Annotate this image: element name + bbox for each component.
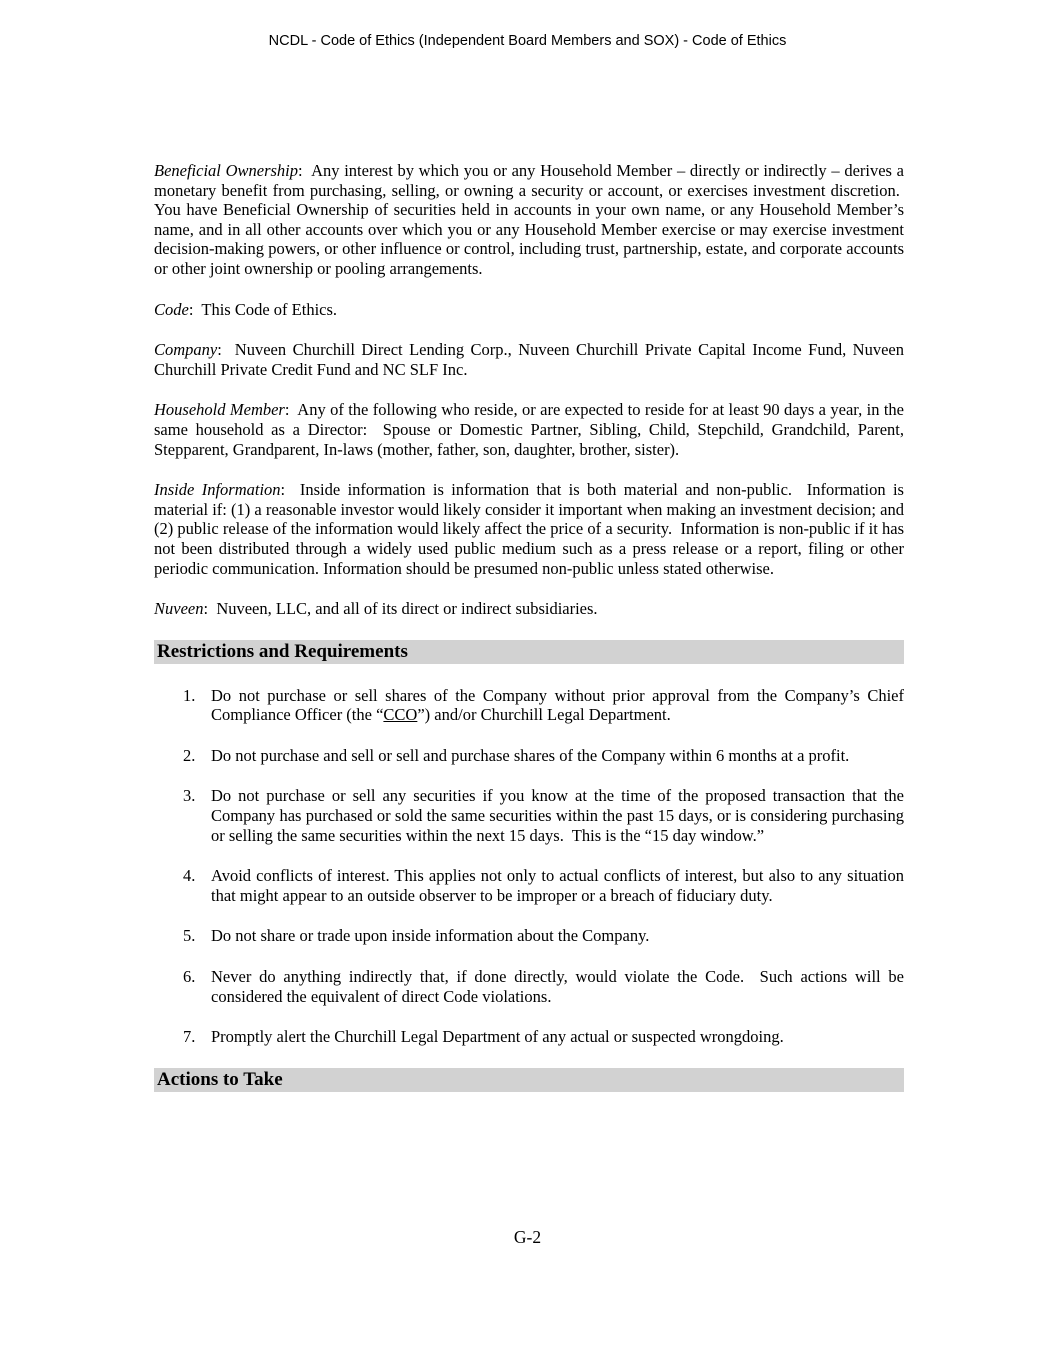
text-segment: Do not purchase or sell shares of the Company without prior approval from the Company’s Chief Compliance Officer (the “	[211, 685, 904, 725]
defined-term-underlined: CCO	[383, 705, 418, 725]
definition-term: Nuveen	[154, 599, 204, 619]
text-segment: ”) and/or Churchill Legal Department.	[417, 705, 671, 725]
definition-text: : Nuveen, LLC, and all of its direct or indirect subsidiaries.	[203, 599, 598, 619]
definition-term: Beneficial Ownership	[154, 161, 299, 180]
definition-text: : This Code of Ethics.	[188, 299, 338, 319]
definition-text: : Any of the following who reside, or are expected to reside for at least 90 days a year, in the same household as a Director: Spouse or Domestic Partner, Sibling, Child, Stepchild, Grandchild, Parent, Stepparent, Grandparent, In-laws (mother, father, son, daughter, brother, sister).	[154, 400, 904, 459]
definition-term: Code	[154, 299, 189, 319]
list-item-number: 7.	[183, 1027, 196, 1047]
list-item	[154, 746, 904, 766]
section-heading: Restrictions and Requirements	[154, 640, 904, 664]
definition-term: Company	[154, 340, 218, 360]
list-item-text: Do not share or trade upon inside information about the Company.	[211, 926, 650, 946]
list-item-text: Do not purchase and sell or sell and purchase shares of the Company within 6 months at a profit.	[211, 745, 850, 765]
list-item-text: Do not purchase or sell any securities if you know at the time of the proposed transaction that the Company has purchased or sold the same securities within the past 15 days, or is considering purchasing or selling the same securities within the next 15 days. This is the “15 day window.”	[211, 786, 904, 845]
list-item-number: 3.	[183, 786, 196, 806]
list-item-number: 2.	[183, 745, 196, 765]
definition-term: Household Member	[154, 400, 285, 420]
list-item-number: 4.	[183, 866, 196, 886]
list-item	[154, 686, 904, 725]
list-item	[154, 967, 904, 1006]
list-item-text	[211, 686, 904, 725]
definition-paragraph	[154, 161, 904, 279]
list-item	[154, 866, 904, 905]
list-item-text: Promptly alert the Churchill Legal Department of any actual or suspected wrongdoing.	[211, 1027, 784, 1047]
running-header: NCDL - Code of Ethics (Independent Board Members and SOX) - Code of Ethics	[268, 33, 787, 49]
definition-paragraph	[154, 340, 904, 379]
definition-term: Inside Information	[154, 480, 281, 500]
list-item	[154, 786, 904, 845]
list-item-number: 5.	[183, 926, 196, 946]
numbered-list	[154, 686, 904, 1047]
definitions-block	[154, 161, 904, 619]
definition-paragraph	[154, 400, 904, 459]
definition-paragraph	[154, 480, 904, 578]
list-item-text: Avoid conflicts of interest. This applies not only to actual conflicts of interest, but also to any situation that might appear to an outside observer to be improper or a breach of fiduciary duty.	[211, 866, 904, 905]
definition-paragraph	[154, 300, 904, 320]
definition-paragraph	[154, 599, 904, 619]
document-content	[154, 161, 904, 1114]
list-item	[154, 926, 904, 946]
list-item-number: 1.	[183, 685, 196, 705]
definition-text: : Inside information is information that is both material and non-public. Information is material if: (1) a reasonable investor would likely consider it important when making an investment decision; and (2) public release of the information would likely affect the price of a security. Information is non-public if it has not been distributed through a widely used public medium such as a press release or a report, filing or other periodic communication. Information should be presumed non-public unless stated otherwise.	[154, 480, 904, 578]
sections-block	[154, 640, 904, 1092]
definition-text: : Any interest by which you or any Household Member – directly or indirectly – derives a monetary benefit from purchasing, selling, or owning a security or account, or exercises investment discretion. You have Beneficial Ownership of securities held in accounts in your own name, or any Household Member’s name, and in all other accounts over which you or any Household Member exercise or may exercise investment decision-making powers, or other influence or control, including trust, partnership, estate, and corporate accounts or other joint ownership or pooling arrangements.	[154, 161, 904, 278]
page-number: G-2	[513, 1227, 542, 1247]
list-item	[154, 1027, 904, 1047]
section-heading: Actions to Take	[154, 1068, 904, 1092]
list-item-text: Never do anything indirectly that, if done directly, would violate the Code. Such actions will be considered the equivalent of direct Code violations.	[211, 967, 904, 1006]
definition-text: : Nuveen Churchill Direct Lending Corp., Nuveen Churchill Private Capital Income Fund, Nuveen Churchill Private Credit Fund and NC SLF Inc.	[154, 340, 904, 379]
list-item-number: 6.	[183, 967, 196, 987]
